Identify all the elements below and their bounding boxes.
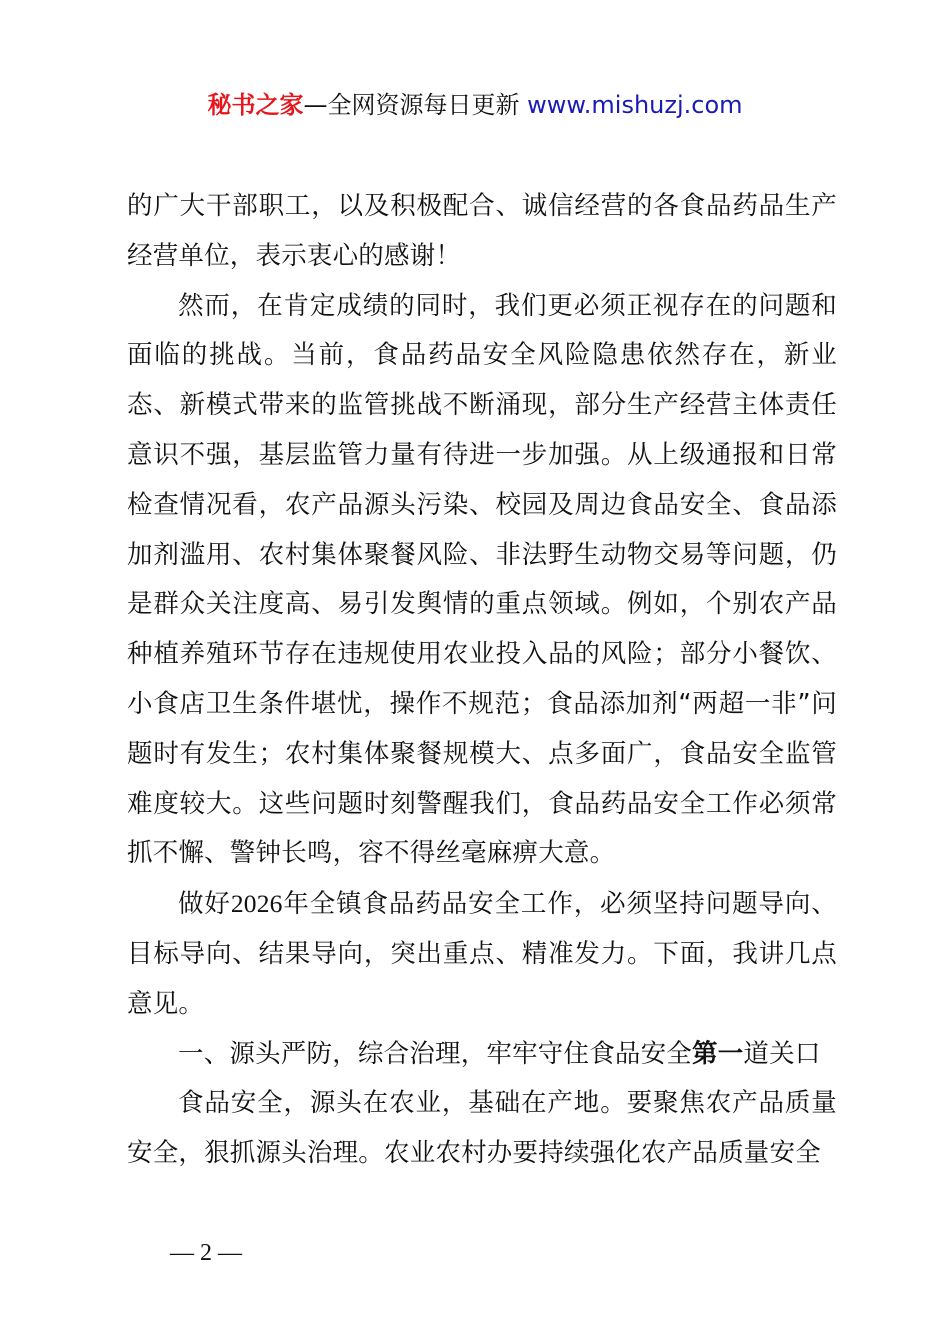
heading-bold: 第一 bbox=[692, 1038, 744, 1069]
section-heading-one bbox=[127, 1030, 837, 1080]
page-number: — 2 — bbox=[170, 1240, 242, 1266]
paragraph-guidance bbox=[127, 879, 837, 1029]
paragraph-challenges: 然而，在肯定成绩的同时，我们更必须正视存在的问题和面临的挑战。当前，食品药品安全风险隐患依然存在，新业态、新模式带来的监管挑战不断涌现，部分生产经营主体责任意识不强，基层监管力量有待进一步加强。从上级通报和日常检查情况看，农产品源头污染、校园及周边食品安全、食品添加剂滥用、农村集体聚餐风险、非法野生动物交易等问题，仍是群众关注度高、易引发舆情的重点领域。例如，个别农产品种植养殖环节存在违规使用农业投入品的风险；部分小餐饮、小食店卫生条件堪忧，操作不规范；食品添加剂“两超一非”问题时有发生；农村集体聚餐规模大、点多面广，食品安全监管难度较大。这些问题时刻警醒我们，食品药品安全工作必须常抓不懈、警钟长鸣，容不得丝毫麻痹大意。 bbox=[127, 290, 837, 869]
heading-pre: 一、源头严防，综合治理，牢牢守住食品安全 bbox=[178, 1038, 693, 1069]
header-slogan: —全网资源每日更新 bbox=[303, 91, 520, 119]
guidance-post: 年全镇食品药品安全工作，必须坚持问题导向、目标导向、结果导向，突出重点、精准发力。下面，我讲几点意见。 bbox=[127, 889, 838, 1019]
paragraph-thanks: 的广大干部职工，以及积极配合、诚信经营的各食品药品生产经营单位，表示衷心的感谢！ bbox=[127, 191, 837, 271]
brand-name: 秘书之家 bbox=[207, 91, 304, 119]
paragraph-source-control: 食品安全，源头在农业，基础在产地。要聚焦农产品质量安全，狠抓源头治理。农业农村办要持续强化农产品质量安全 bbox=[127, 1088, 837, 1169]
site-url[interactable]: www.mishuzj.com bbox=[527, 91, 743, 119]
heading-post: 道关口 bbox=[743, 1038, 821, 1069]
guidance-pre: 做好 bbox=[178, 889, 231, 920]
body-text bbox=[127, 182, 837, 1179]
guidance-year: 2026 bbox=[230, 889, 283, 919]
page-header bbox=[0, 88, 950, 122]
